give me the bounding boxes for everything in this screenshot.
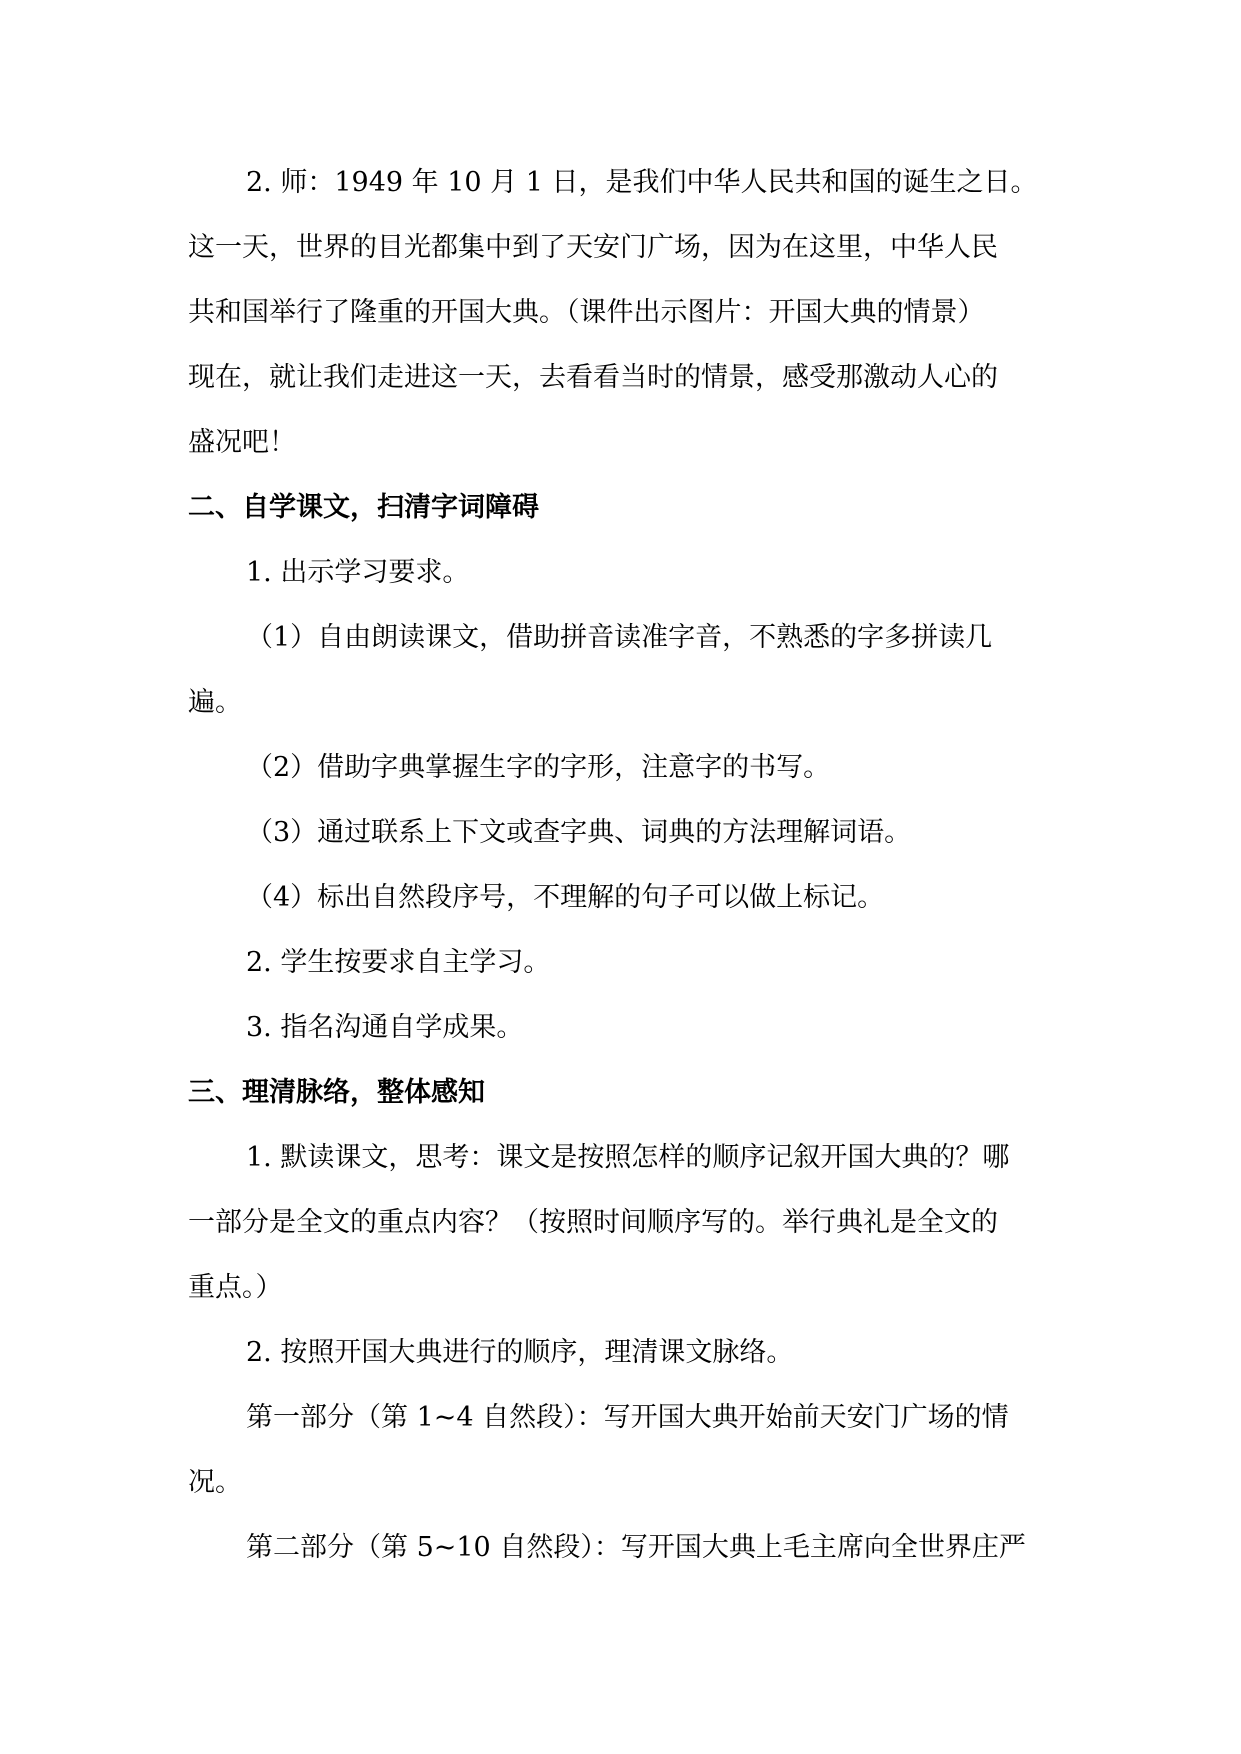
text-line: 一部分是全文的重点内容？（按照时间顺序写的。举行典礼是全文的	[188, 1207, 998, 1238]
text-line: 况。	[188, 1467, 242, 1498]
text-line: 重点。）	[188, 1272, 283, 1303]
section-heading-3: 三、理清脉络，整体感知	[188, 1077, 485, 1108]
text-line: 现在，就让我们走进这一天，去看看当时的情景，感受那激动人心的	[188, 362, 998, 393]
text-line: 2. 师：1949 年 10 月 1 日，是我们中华人民共和国的诞生之日。	[246, 167, 1038, 198]
text-line: 第二部分（第 5~10 自然段）：写开国大典上毛主席向全世界庄严	[246, 1532, 1026, 1563]
text-line: 盛况吧！	[188, 427, 296, 458]
requirement-4: （4）标出自然段序号，不理解的句子可以做上标记。	[246, 882, 885, 913]
requirement-3: （3）通过联系上下文或查字典、词典的方法理解词语。	[246, 817, 912, 848]
item-share-results: 3. 指名沟通自学成果。	[246, 1012, 524, 1043]
part-one	[188, 1385, 1068, 1515]
text-line: 第一部分（第 1~4 自然段）：写开国大典开始前天安门广场的情	[246, 1402, 1009, 1433]
requirement-2: （2）借助字典掌握生字的字形，注意字的书写。	[246, 752, 831, 783]
text-line: 1. 默读课文，思考：课文是按照怎样的顺序记叙开国大典的？哪	[246, 1142, 1010, 1173]
part-two	[188, 1515, 1068, 1580]
text-line: （1）自由朗读课文，借助拼音读准字音，不熟悉的字多拼读几	[246, 622, 993, 653]
item-silent-reading	[188, 1125, 1068, 1320]
item-show-requirements: 1. 出示学习要求。	[246, 557, 470, 588]
section-heading-2: 二、自学课文，扫清字词障碍	[188, 492, 539, 523]
text-line: 遍。	[188, 687, 242, 718]
text-line: 共和国举行了隆重的开国大典。（课件出示图片：开国大典的情景）	[188, 297, 985, 328]
requirement-1	[188, 605, 1068, 735]
item-self-study: 2. 学生按要求自主学习。	[246, 947, 551, 978]
item-clarify-structure: 2. 按照开国大典进行的顺序，理清课文脉络。	[246, 1337, 794, 1368]
text-line: 这一天，世界的目光都集中到了天安门广场，因为在这里，中华人民	[188, 232, 998, 263]
document-page	[188, 150, 1068, 1580]
paragraph-teacher-intro	[188, 150, 1068, 475]
